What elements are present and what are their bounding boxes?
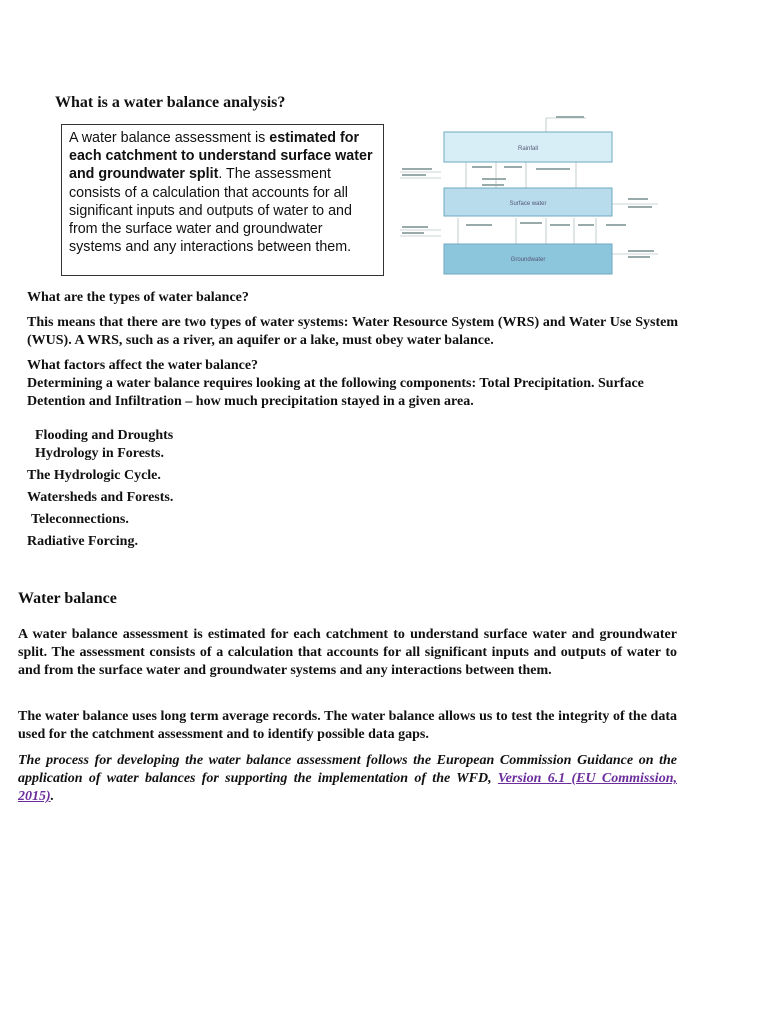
topic-item: The Hydrologic Cycle. (27, 468, 161, 483)
topic-item: Teleconnections. (31, 512, 129, 527)
section-paragraph-2: The water balance uses long term average records. The water balance allows us to test the integrity of the data used for the catchment assessment and to identify possible data gaps. (18, 709, 677, 742)
topic-item: Radiative Forcing. (27, 534, 138, 549)
section-paragraph-1: A water balance assessment is estimated for each catchment to understand surface water and groundwater split. The assessment consists of a calculation that accounts for all significant inputs and outputs of water to and from the surface water and groundwater systems and any interactions between them. (18, 627, 677, 678)
guidance-text-end: . (50, 789, 55, 804)
definition-box (61, 124, 384, 276)
definition-text-end: . The assessment consists of a calculation that accounts for all significant inputs and outputs of water to and from the surface water and groundwater systems and any interactions between them. (69, 166, 352, 256)
groundwater-label: Groundwater (510, 257, 546, 263)
definition-bold-text: estimated for each catchment to understand surface water and groundwater split (69, 130, 373, 183)
guidance-text: The process for developing the water balance assessment follows the European Commission Guidance on the application of water balances for supporting the implementation of the WFD, (18, 753, 677, 786)
types-answer: This means that there are two types of water systems: Water Resource System (WRS) and Water Use System (WUS). A WRS, such as a river, an aquifer or a lake, must obey water balance. (27, 315, 678, 348)
section-heading: Water balance (18, 590, 117, 607)
factors-answer: Determining a water balance requires looking at the following components: Total Precipitation. Surface Detention and Infiltration – how much precipitation stayed in a given area. (27, 376, 644, 409)
surface-water-label: Surface water (509, 201, 547, 207)
topic-item: Watersheds and Forests. (27, 490, 174, 505)
types-question: What are the types of water balance? (27, 290, 249, 305)
water-balance-diagram (396, 112, 666, 278)
page-heading: What is a water balance analysis? (55, 94, 286, 111)
rainfall-label: Rainfall (517, 146, 539, 152)
section-paragraph-3 (18, 752, 677, 806)
version-link[interactable]: Version 6.1 (EU Commission, 2015) (18, 771, 677, 804)
topic-item: Hydrology in Forests. (35, 446, 164, 461)
factors-question: What factors affect the water balance? (27, 358, 259, 373)
definition-text-start: A water balance assessment is (69, 130, 270, 146)
topic-item: Flooding and Droughts (35, 428, 174, 443)
